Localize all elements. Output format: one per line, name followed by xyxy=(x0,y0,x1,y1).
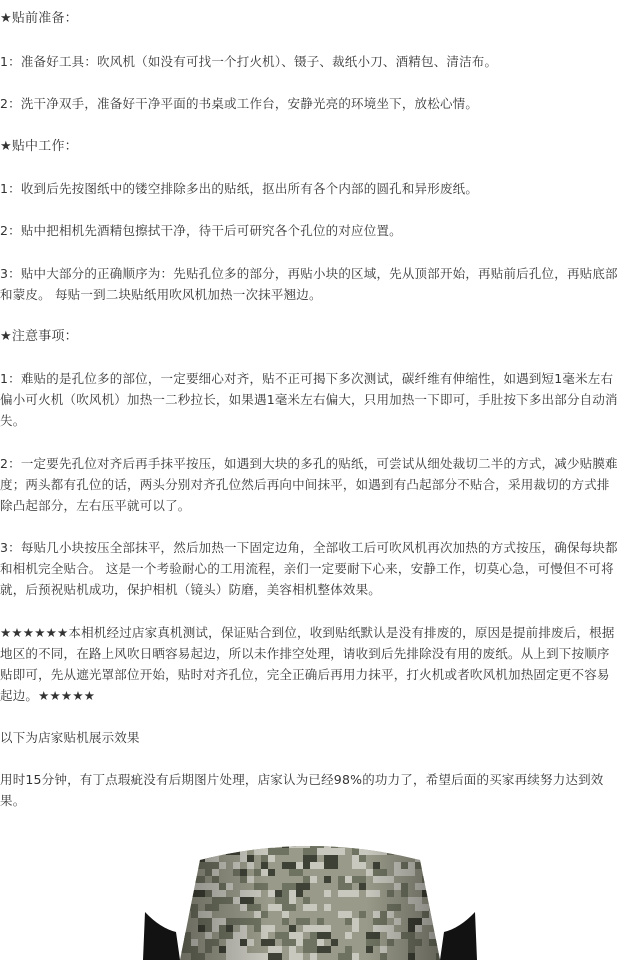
work-step-3: 3：贴中大部分的正确顺序为：先贴孔位多的部分，再贴小块的区域，先从顶部开始，再贴前后孔位，再贴底部和蒙皮。 每贴一到二块贴纸用吹风机加热一次抹平翘边。 xyxy=(0,266,618,302)
store-test-note: ★★★★★★本相机经过店家真机测试，保证贴合到位，收到贴纸默认是没有排废的，原因是提前排废后，根据地区的不同，在路上风吹日晒容易起边，所以未作排空处理，请收到后先排除没有用的废纸。从上到下按顺序贴即可，先从遮光罩部位开始，贴时对齐孔位，完全正确后再用力抹平，打火机或者吹风机加热固定更不容易起边。★★★★★ xyxy=(0,625,615,703)
camo-lens-hood-image xyxy=(0,820,620,960)
work-step-2: 2：贴中把相机先酒精包擦拭干净，待干后可研究各个孔位的对应位置。 xyxy=(0,223,402,238)
heading-prep: ★贴前准备： xyxy=(0,11,78,26)
heading-work: ★贴中工作： xyxy=(0,139,78,154)
note-3: 3：每贴几小块按压全部抹平，然后加热一下固定边角，全部收工后可吹风机再次加热的方式按压，确保每块都和相机完全贴合。 这是一个考验耐心的工用流程，亲们一定要耐下心来，安静工作，切莫心急，可慢但不可将就，后预祝贴机成功，保护相机（镜头）防磨，美容相机整体效果。 xyxy=(0,540,618,597)
camo-pattern xyxy=(170,820,457,960)
prep-step-2: 2：洗干净双手，准备好干净平面的书桌或工作台，安静光亮的环境坐下，放松心情。 xyxy=(0,96,479,111)
note-1: 1：难贴的是孔位多的部位，一定要细心对齐，贴不正可揭下多次测试，碳纤维有伸缩性，如遇到短1毫米左右偏小可火机（吹风机）加热一二秒拉长，如果遇1毫米左右偏大，只用加热一下即可，手肚按下多出部分自动消失。 xyxy=(0,371,618,428)
showcase-intro: 以下为店家贴机展示效果 xyxy=(0,730,140,745)
lens-hood-photo xyxy=(0,820,620,960)
hood-shadow-left xyxy=(143,912,180,960)
prep-step-1: 1：准备好工具：吹风机（如没有可找一个打火机）、镊子、裁纸小刀、酒精包、清洁布。 xyxy=(0,54,498,69)
hood-shadow-right xyxy=(440,912,477,960)
work-step-1: 1：收到后先按图纸中的镂空排除多出的贴纸，抠出所有各个内部的圆孔和异形废纸。 xyxy=(0,181,479,196)
heading-notes: ★注意事项： xyxy=(0,329,78,344)
note-2: 2：一定要先孔位对齐后再手抹平按压，如遇到大块的多孔的贴纸，可尝试从细处裁切二半的方式，减少贴膜难度；两头都有孔位的话，两头分别对齐孔位然后再向中间抹平，如遇到有凸起部分不贴合，采用裁切的方式排除凸起部分，左右压平就可以了。 xyxy=(0,456,618,513)
showcase-detail: 用时15分钟，有丁点瑕疵没有后期图片处理，店家认为已经98%的功力了，希望后面的买家再续努力达到效果。 xyxy=(0,772,604,808)
